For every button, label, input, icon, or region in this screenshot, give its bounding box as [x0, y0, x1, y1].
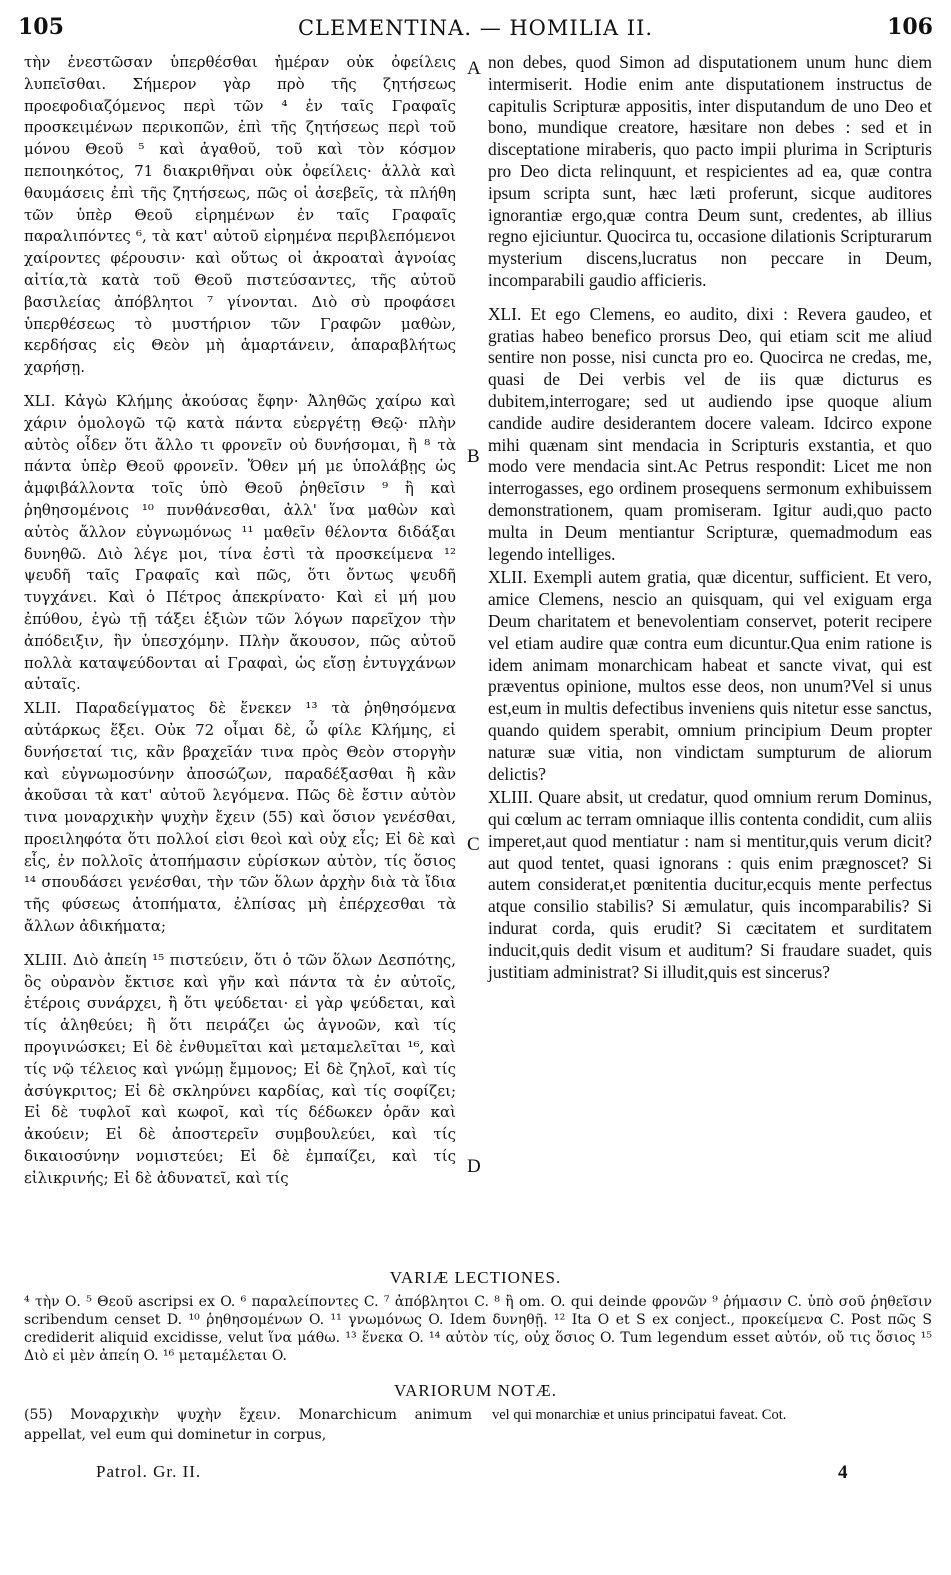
greek-paragraph: XLI. Κἀγὼ Κλήμης ἀκούσας ἔφην· Ἀληθῶς χαίρω καὶ χάριν ὁμολογῶ τῷ κατὰ πάντα εὐεργέτῃ Θεῷ· πλὴν αὐτὸς οἶδεν ὅτι ἄλλο τι φρονεῖν οὐ δυνήσομαι, ἢ ⁸ τὰ πάντα ὑπὲρ Θεοῦ φρονεῖν. Ὅθεν μή με ὑπολάβῃς ὡς ἀμφιβάλλοντα τοῖς ὑπὸ Θεοῦ ῥηθεῖσιν ⁹ ἢ καὶ ῥηθησομένοις ¹⁰ πυνθάνεσθαι, ἀλλ' ἵνα μαθὼν καὶ αὐτὸς ἄλλον εὐγνωμόνως ¹¹ μαθεῖν θέλοντα διδάξαι δυνηθῶ. Διὸ λέγε μοι, τίνα ἐστὶ τὰ προσκείμενα ¹² ψευδῆ ταῖς Γραφαῖς καὶ πῶς, ὅτι ὄντως ψευδῆ τυγχάνει. Καὶ ὁ Πέτρος ἀπεκρίνατο· Καὶ εἰ μή μου ἐπύθου, ἐγὼ τῇ τάξει ἑξιὼν τῶν λόγων παρεῖχον τὴν ἀπόδειξιν, ἣν ὑπεσχόμην. Πλὴν ἄκουσον, πῶς αὐτοῦ πολλὰ καταψεύδονται αἱ Γραφαὶ, ὡς εἴσῃ ἐντυγχάνων αὐταῖς. — [24, 391, 456, 694]
page-number-right: 106 — [887, 14, 933, 40]
latin-paragraph: XLI. Et ego Clemens, eo audito, dixi : Revera gaudeo, et gratias habeo benefico prorsus Deo, qui etiam scit me aliud sentire non posse, nisi cuncta pro eo. Quocirca ne credas, me, quasi de Dei verbis vel de iis quæ dicturus es dubitem,interrogare; sed ut audiendo ipse quoque alium candide audire desiderantem docere valeam. Idcirco expone mihi quænam sint mendacia in Scripturis exstantia, et quo modo vere mendacia sint.Ac Petrus respondit: Licet me non interrogasses, ego ordinem prosequens sermonum exhibuissem demonstrationem, quam promiseram. Igitur audi,quo pacto multa in Deum mentiantur Scripturæ, quemadmodum eas legendo intelliges. — [488, 303, 932, 564]
page-header — [18, 14, 933, 48]
margin-letter-c: C — [467, 834, 480, 855]
footer-signature: 4 — [838, 1462, 848, 1483]
latin-paragraph: XLII. Exempli autem gratia, quæ dicentur, sufficient. Et vero, amice Clemens, nescio an quisquam, qui vel exiguam erga Deum charitatem et benevolentiam conservet, poterit recipere vel etiam audire quæ contra eum dicuntur.Qua enim ratione is idem animam monarchicam habeat et sancte vivat, qui est præventus opinione, multos esse deos, non unum?Vel si unus est,eum in multis defectibus inveniens quis nitetur esse sanctus, quando quidem sperabit, omnium principium Deum propter naturæ suæ vitia, non vindictam sumpturum de aliorum delictis? — [488, 567, 932, 784]
greek-paragraph: XLII. Παραδείγματος δὲ ἕνεκεν ¹³ τὰ ῥηθησόμενα αὐτάρκως ἕξει. Οὐκ 72 οἶμαι δὲ, ὦ φίλε Κλήμης, εἰ δυνήσεταί τις, κἂν βραχεῖάν τινα πρὸς Θεὸν στοργὴν καὶ εὐγνωμοσύνην ἀποσώζων, παραδέξασθαι ἢ κἂν ἀκοῦσαι τὰ κατ' αὐτοῦ λεγόμενα. Πῶς δὲ ἔστιν αὐτὸν τινα μοναρχικὴν ψυχὴν ἔχειν (55) καὶ ὅσιον γενέσθαι, προειληφότα ὅτι πολλοί εἰσι θεοὶ καὶ οὐχ εἷς; Εἰ δὲ καὶ εἷς, ἐν πολλοῖς ἀτοπήμασιν εὑρίσκων αὐτὸν, τίς ὅσιος ¹⁴ σπουδάσει γενέσθαι, τὴν τῶν ὅλων ἀρχὴν διὰ τὰ ἴδια τῆς φύσεως ἀτοπήματα, ἐλπίσας μὴ ἐπέρχεσθαι τὰ ἄλλων ἀδικήματα; — [24, 699, 456, 936]
footer-series: Patrol. Gr. II. — [96, 1462, 202, 1481]
margin-letter-d: D — [467, 1156, 481, 1177]
variorum-notae-title: VARIORUM NOTÆ. — [394, 1381, 557, 1400]
latin-paragraph: XLIII. Quare absit, ut credatur, quod omnium rerum Dominus, qui cœlum ac terram omniaque illis contenta condidit, cum aliis imperet,aut quod mentiatur : nam si mentitur,quis verum dicit? aut quod tentet, quasi ignorans : quis enim prægnoscet? Si autem considerat,et pœnitentia ducitur,ecquis mente perfectus atque consilio stabilis? Si æmulatur, quis incomparabilis? Si indurat corda, quis erudit? Si cæcitatem et surditatem inducit,quis dedit visum et auditum? Si fraudare suadet, quis justitiam administrat? Si illudit,quis est sincerus? — [488, 787, 932, 982]
margin-letter-b: B — [467, 446, 480, 467]
variae-lectiones-title: VARIÆ LECTIONES. — [389, 1268, 562, 1287]
variae-lectiones-text: ⁴ τὴν Ο. ⁵ Θεοῦ ascripsi ex O. ⁶ παραλείποντες C. ⁷ ἀπόβλητοι C. ⁸ ἢ om. O. qui deinde φρονῶν ⁹ ῥήμασιν C. ὑπὸ σοῦ ῥηθεῖσιν scribendum censet D. ¹⁰ ῥηθησομένων O. ¹¹ γνωμόνως O. Idem δυνηθῇ. ¹² Ita O et S ex conject., προκείμενα C. Post πῶς S crediderit aliquid excidisse, velut ἵνα μάθω. ¹³ ἕνεκα O. ¹⁴ αὐτὸν τίς, οὐχ ὅσιος O. Tum legendum esset αὐτόν, οὔ τις ὅσιος ¹⁵ Διὸ εἰ μὲν ἀπείη O. ¹⁶ μεταμέλεται O. — [24, 1294, 932, 1364]
latin-column — [488, 52, 932, 985]
greek-paragraph: XLIII. Διὸ ἀπείη ¹⁵ πιστεύειν, ὅτι ὁ τῶν ὅλων Δεσπότης, ὃς οὐρανὸν ἔκτισε καὶ γῆν καὶ πάντα τὰ ἐν αὐτοῖς, ἑτέροις συνάρχει, ἢ ὅτι ψεύδεται· εἰ γὰρ ψεύδεται, καὶ τίς ἀληθεύει; ἢ ὅτι πειράζει ὡς ἀγνοῶν, καὶ τίς προγινώσκει; Εἰ δὲ ἐνθυμεῖται καὶ μεταμελεῖται ¹⁶, καὶ τίς νῷ τέλειος καὶ γνώμῃ ἔμμονος; Εἰ δὲ ζηλοῖ, καὶ τίς ἀσύγκριτος; Εἰ δὲ σκληρύνει καρδίας, καὶ τίς σοφίζει; Εἰ δὲ τυφλοῖ καὶ κωφοῖ, καὶ τίς δέδωκεν ὁρᾶν καὶ ἀκούειν; Εἰ δὲ ἀποστερεῖν συμβουλεύει, καὶ τίς δικαιοσύνην νομιστεύει; Εἰ δὲ ἐμπαίζει, καὶ τίς εἰλικρινής; Εἰ δὲ ἀδυνατεῖ, καὶ τίς — [24, 950, 456, 1187]
page-number-left: 105 — [18, 14, 64, 40]
greek-paragraph: τὴν ἐνεστῶσαν ὑπερθέσθαι ἡμέραν οὐκ ὀφείλεις λυπεῖσθαι. Σήμερον γὰρ πρὸ τῆς ζητήσεως προεφοδιαζόμενος περὶ τῶν ⁴ ἐν ταῖς Γραφαῖς προσκειμένων περικοπῶν, ἐπὶ τῆς ζητήσεως περὶ τοῦ μόνου Θεοῦ ⁵ καὶ ἀγαθοῦ, τοῦ καὶ τὸν κόσμον πεποιηκότος, 71 διακριθῆναι οὐκ ὀφείλεις· ἀλλὰ καὶ θαυμάσεις ἐπὶ τῆς ζητήσεως, πῶς οἱ ἀσεβεῖς, τὰ πλήθη τῶν ὑπὲρ Θεοῦ εἰρημένων ἐν ταῖς Γραφαῖς παραλιπόντες ⁶, τὰ κατ' αὐτοῦ εἰρημένα περιβλεπόμενοι χαίροντες φέρουσιν· καὶ οὕτως οἱ ἀκροαταὶ ἀγνοίας αἰτία,τὰ κατὰ τοῦ Θεοῦ πιστεύσαντες, τῆς αὐτοῦ βασιλείας ἀπόβλητοι ⁷ γίνονται. Διὸ σὺ προφάσει ὑπερθέσεως τὸ μυστήριον τῶν Γραφῶν μαθὼν, κερδήσας εἰς Θεὸν μὴ ἁμαρτάνειν, ἀπαραβλήτως χαρήσῃ. — [24, 53, 456, 377]
variorum-note-right: vel qui monarchiæ et unius principatui faveat. Cot. — [492, 1407, 787, 1423]
margin-letter-a: A — [467, 58, 481, 79]
greek-column — [24, 52, 456, 1192]
running-title: CLEMENTINA. — HOMILIA II. — [297, 16, 654, 40]
variorum-note-left: (55) Μοναρχικὴν ψυχὴν ἔχειν. Monarchicum animum appellat, vel eum qui dominetur in corpus, — [24, 1407, 472, 1443]
latin-paragraph: non debes, quod Simon ad disputationem unum hunc diem intermiserit. Hodie enim ante disputationem instructus de capitulis Scripturæ appositis, inter disputandum de uno Deo et bono, mundique creatore, hæsitare non debes : sed et in disceptatione miraberis, quo pacto impii plurima in Scripturis pro Deo dicta relinquunt, et respicientes ad ea, quæ contra ipsum scripta sunt, hæc læti proferunt, sicque auditores ignorantiæ ergo,quæ contra Deum sunt, credentes, ab illius regno ejiciuntur. Quocirca tu, occasione dilationis Scripturarum mysterium discens,lucratus non peccare in Deum, incomparabili gaudio afficieris. — [488, 52, 932, 290]
